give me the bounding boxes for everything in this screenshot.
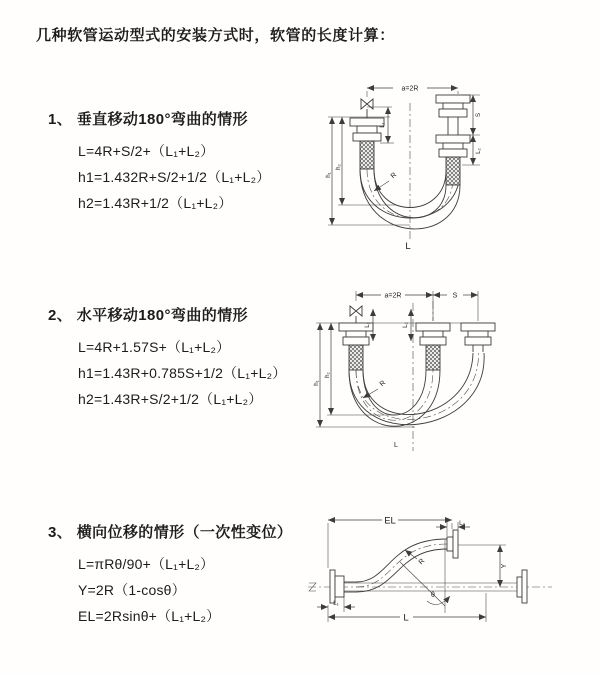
- dim-label-effective-length: EL: [384, 515, 396, 527]
- formula-line: L=πRθ/90+（L₁+L₂）: [78, 556, 215, 572]
- valve-icon: [361, 99, 373, 109]
- dim-label-span: a=2R: [384, 292, 402, 300]
- right-upper-flange: [447, 530, 458, 558]
- formula-line: h1=1.43R+0.785S+1/2（L₁+L₂）: [78, 365, 287, 381]
- dim-label-conn-left: L₁: [333, 600, 339, 607]
- middle-flange-connector: [416, 323, 450, 370]
- diagram-horizontal-180-bend: [303, 275, 508, 465]
- dim-label-offset: Y: [501, 563, 508, 569]
- section-2-text: [48, 304, 286, 412]
- right-flange-connector: [436, 95, 470, 185]
- dim-label-length: L: [394, 442, 398, 449]
- dim-label-travel: S: [452, 292, 458, 300]
- formula-line: Y=2R（1-cosθ）: [78, 582, 186, 598]
- diagram-lateral-displacement: [300, 500, 600, 635]
- valve-icon: [350, 306, 362, 316]
- dim-label-angle: θ: [431, 592, 435, 599]
- dim-label-height-outer: h₁: [325, 172, 332, 178]
- dim-label-radius: R: [378, 379, 388, 389]
- formula-line: h1=1.432R+S/2+1/2（L₁+L₂）: [78, 169, 271, 185]
- dim-label-height-inner: h₂: [324, 372, 331, 378]
- braided-hose-section: [426, 345, 440, 370]
- braided-hose-section: [360, 141, 374, 169]
- right-lower-flange: [517, 570, 527, 603]
- dim-label-span: a=2R: [401, 85, 419, 93]
- section-1-text: [48, 108, 270, 216]
- page-title: 几种软管运动型式的安装方式时，软管的长度计算：: [36, 27, 395, 44]
- section-3-heading: 3、 横向位移的情形（一次性变位）: [48, 524, 293, 541]
- left-flange: [330, 570, 356, 603]
- dim-label-conn-left: L₁: [364, 322, 371, 328]
- braided-hose-section: [349, 345, 363, 370]
- diagram-vertical-180-bend: [310, 75, 510, 260]
- section-3-text: [48, 521, 292, 629]
- right-flange-connector: [461, 323, 495, 352]
- dim-label-conn-right: L₂: [459, 520, 465, 527]
- section-2-heading: 2、 水平移动180°弯曲的情形: [48, 307, 248, 324]
- dim-label-length: L: [405, 241, 411, 252]
- dim-label-conn-right: L₂: [475, 148, 482, 154]
- dim-label-length: L: [403, 612, 409, 624]
- dim-label-conn-left: L₁: [379, 122, 386, 128]
- dim-label-height-outer: h₁: [313, 380, 320, 386]
- formula-line: L=4R+S/2+（L₁+L₂）: [78, 143, 215, 159]
- formula-line: h2=1.43R+S/2+1/2（L₁+L₂）: [78, 391, 263, 407]
- dim-label-height-inner: h₂: [335, 164, 342, 170]
- dim-label-travel: S: [475, 112, 482, 118]
- dim-label-radius: R: [389, 171, 399, 181]
- dim-label-radius: R: [417, 557, 427, 567]
- braided-hose-section: [446, 157, 460, 185]
- section-1-heading: 1、 垂直移动180°弯曲的情形: [48, 111, 248, 128]
- formula-line: EL=2Rsinθ+（L₁+L₂）: [78, 608, 221, 624]
- left-flange-connector: [339, 323, 373, 370]
- formula-line: L=4R+1.57S+（L₁+L₂）: [78, 339, 231, 355]
- dim-label-conn-right: L₂: [402, 322, 409, 328]
- formula-line: h2=1.43R+1/2（L₁+L₂）: [78, 195, 233, 211]
